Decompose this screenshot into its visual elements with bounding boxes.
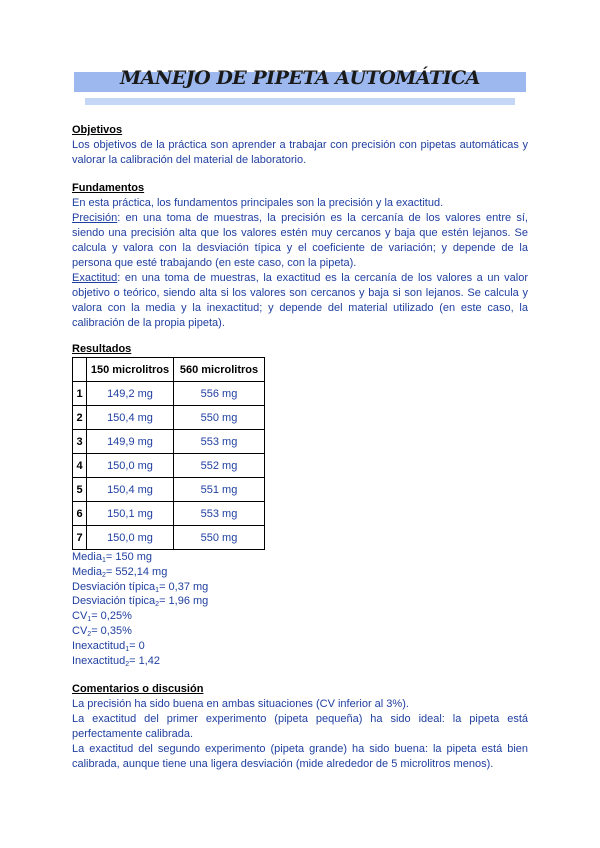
stat-inexactitud-2 [72,654,528,669]
section-objetivos [72,123,528,168]
table-row [73,454,265,478]
stat-value: = 552,14 mg [105,565,168,578]
table-row [73,406,265,430]
precision-text: : en una toma de muestras, la precisión es la cercanía de los valores entre sí, siendo una precisión alta que los valores estén muy cercanos y baja que estén lejanos. Se calcula y valora con la desviación típica y el coeficiente de variación; y depende de la persona que esté trabajando (en este caso, con la pipeta). [72,212,528,269]
section-comentarios [72,682,528,772]
stat-value: = 0,37 mg [159,580,209,593]
value-150: 150,0 mg [87,454,174,478]
value-560: 553 mg [174,430,265,454]
stat-label: Inexactitud [72,654,126,667]
value-560: 556 mg [174,382,265,406]
table-row [73,526,265,550]
section-fundamentos [72,181,528,331]
title-underline-bar [85,98,515,105]
table-corner-cell [73,358,87,382]
value-150: 150,0 mg [87,526,174,550]
row-number: 6 [73,502,87,526]
row-number: 1 [73,382,87,406]
results-table [72,357,265,550]
value-150: 150,1 mg [87,502,174,526]
value-150: 150,4 mg [87,478,174,502]
stat-subscript: 1 [155,586,160,594]
value-560: 550 mg [174,406,265,430]
stat-label: Media [72,551,102,563]
comentario-exactitud-1: La exactitud del primer experimento (pipeta pequeña) ha sido ideal: la pipeta está perfectamente calibrada. [72,713,528,740]
stat-desviacion-2 [72,594,528,609]
table-row [73,430,265,454]
stat-label: Media [72,565,102,578]
stat-subscript: 1 [101,557,106,564]
table-row [73,478,265,502]
value-560: 551 mg [174,478,265,502]
column-header-560: 560 microlitros [174,358,265,382]
exactitud-paragraph [72,271,528,331]
row-number: 5 [73,478,87,502]
stat-cv-1 [72,609,528,624]
fundamentos-intro: En esta práctica, los fundamentos principales son la precisión y la exactitud. [72,197,444,209]
stat-value: = 0 [129,639,145,652]
stat-subscript: 2 [125,660,130,668]
section-resultados [72,342,528,357]
value-560: 550 mg [174,526,265,550]
precision-paragraph [72,211,528,271]
stat-desviacion-1 [72,580,528,595]
objetivos-text: Los objetivos de la práctica son aprender a trabajar con precisión con pipetas automáticas y valorar la calibración del material de laboratorio. [72,139,528,166]
stat-subscript: 2 [101,571,106,579]
section-heading-objetivos: Objetivos [72,124,123,136]
exactitud-term: Exactitud [72,272,118,284]
stat-inexactitud-1 [72,639,528,654]
value-150: 150,4 mg [87,406,174,430]
section-heading-fundamentos: Fundamentos [72,182,145,194]
stat-subscript: 1 [125,645,130,653]
stat-label: CV [72,624,88,637]
value-150: 149,9 mg [87,430,174,454]
comentario-precision: La precisión ha sido buena en ambas situaciones (CV inferior al 3%). [72,698,409,710]
table-header-row [73,358,265,382]
stat-subscript: 2 [87,630,92,638]
stat-subscript: 2 [155,601,160,609]
stat-label: Desviación típica [72,595,156,608]
stat-label: Inexactitud [72,639,126,652]
row-number: 4 [73,454,87,478]
stat-cv-2 [72,624,528,639]
row-number: 3 [73,430,87,454]
exactitud-text: : en una toma de muestras, la exactitud es la cercanía de los valores a un valor objetivo o teórico, siendo alta si los valores son cercanos y baja si son lejanos. Se calcula y valora con la media y la inexactitud; y depende del material utilizado (en este caso, la calibración de la propia pipeta). [72,272,528,329]
section-heading-comentarios: Comentarios o discusión [72,683,204,695]
stat-value: = 150 mg [105,551,153,563]
value-150: 149,2 mg [87,382,174,406]
column-header-150: 150 microlitros [87,358,174,382]
stat-subscript: 1 [87,616,92,624]
value-560: 553 mg [174,502,265,526]
stat-label: CV [72,610,88,623]
stat-label: Desviación típica [72,580,156,593]
results-stats [72,550,528,668]
stat-value: = 1,42 [129,654,160,667]
stat-value: = 0,35% [91,624,132,637]
table-row [73,502,265,526]
stat-media-1 [72,550,528,565]
page-title: MANEJO DE PIPETA AUTOMÁTICA [120,67,480,89]
value-560: 552 mg [174,454,265,478]
stat-media-2 [72,565,528,580]
row-number: 2 [73,406,87,430]
table-row [73,382,265,406]
section-heading-resultados: Resultados [72,343,132,355]
precision-term: Precisión [72,212,118,224]
stat-value: = 0,25% [91,610,132,623]
row-number: 7 [73,526,87,550]
comentario-exactitud-2: La exactitud del segundo experimento (pipeta grande) ha sido buena: la pipeta está bien calibrada, aunque tiene una ligera desviación (mide alrededor de 5 microlitros menos). [72,743,528,770]
stat-value: = 1,96 mg [159,595,209,608]
